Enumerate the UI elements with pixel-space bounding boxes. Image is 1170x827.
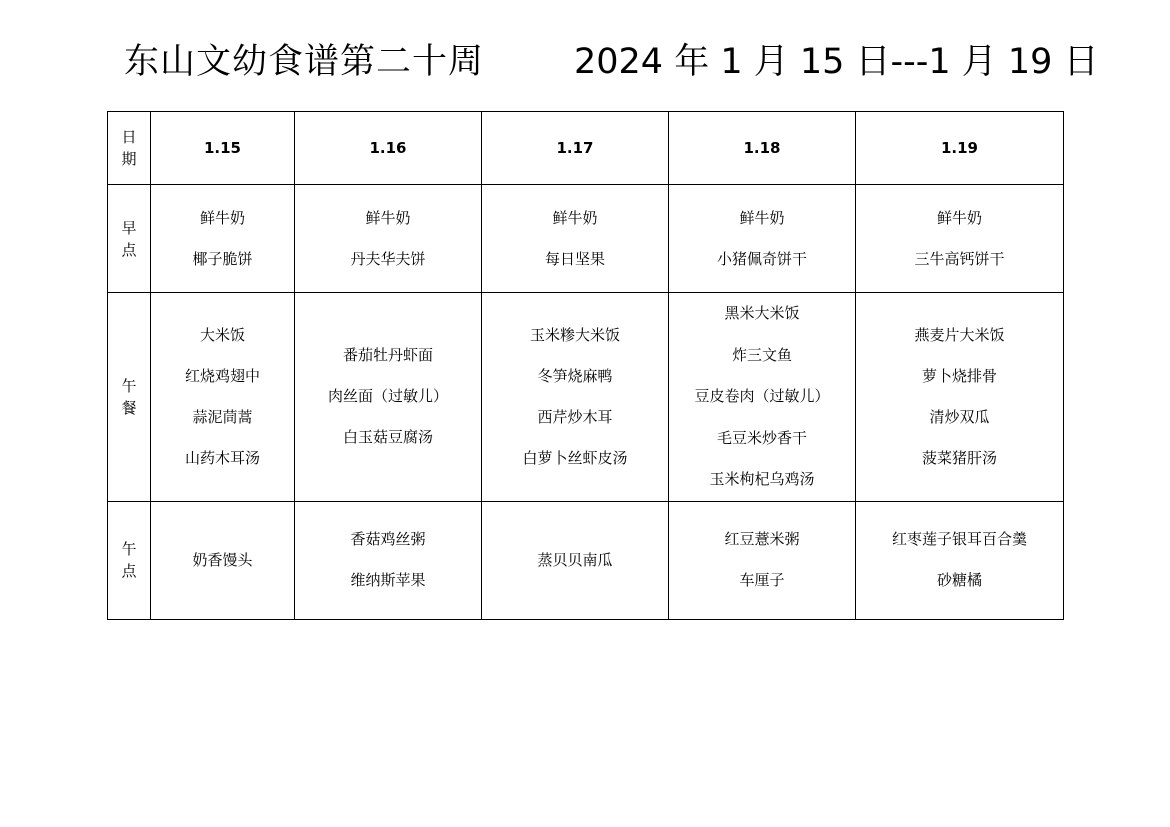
dish-item: 蒸贝贝南瓜 [537,550,613,569]
row-header-breakfast [108,185,151,293]
dish-item: 奶香馒头 [192,550,253,569]
page-header [0,32,1170,82]
snack-cell [295,501,482,619]
lunch-cell [151,293,295,502]
date-cell: 1.17 [482,112,669,185]
dish-item: 鲜牛奶 [552,208,598,227]
row-header-snack [108,501,151,619]
dish-item: 黑米大米饭 [724,304,800,322]
lunch-cell [482,293,669,502]
breakfast-row [108,185,1064,293]
menu-table [107,111,1064,620]
snack-row [108,501,1064,619]
dish-item: 鲜牛奶 [199,208,245,227]
dish-item: 大米饭 [199,325,245,344]
row-header-lunch-text: 午 餐 [121,376,137,417]
dish-item: 车厘子 [739,571,785,589]
dish-item: 番茄牡丹虾面 [342,346,433,365]
dish-item: 丹夫华夫饼 [350,249,426,268]
dish-item: 蒜泥茼蒿 [192,407,253,426]
dish-item: 红豆薏米粥 [724,530,800,548]
dish-item: 小猪佩奇饼干 [716,249,807,268]
dish-item: 炸三文鱼 [731,345,792,364]
breakfast-cell [669,185,856,293]
dish-item: 毛豆米炒香干 [716,428,807,447]
dish-item: 香菇鸡丝粥 [350,530,426,548]
dish-item: 豆皮卷肉（过敏儿） [694,387,830,405]
date-range: 2024 年 1 月 15 日---1 月 19 日 [574,42,1099,82]
date-row [108,112,1064,185]
dish-item: 椰子脆饼 [192,249,253,268]
date-cell: 1.18 [669,112,856,185]
dish-item: 红烧鸡翅中 [184,366,260,385]
row-header-snack-text: 午 点 [121,540,137,580]
lunch-row [108,293,1064,502]
row-header-breakfast-text: 早 点 [121,218,137,259]
dish-item: 红枣莲子银耳百合羹 [891,530,1027,548]
snack-cell [856,501,1064,619]
dish-item: 玉米枸杞乌鸡汤 [709,470,815,488]
dish-item: 鲜牛奶 [365,208,411,227]
dish-item: 鲜牛奶 [936,208,982,227]
date-cell: 1.16 [295,112,482,185]
breakfast-cell [856,185,1064,293]
dish-item: 清炒双瓜 [929,407,990,426]
lunch-cell [856,293,1064,502]
snack-cell [482,501,669,619]
date-cell: 1.15 [151,112,295,185]
dish-item: 玉米糁大米饭 [529,325,620,344]
breakfast-cell [482,185,669,293]
date-cell: 1.19 [856,112,1064,185]
dish-item: 鲜牛奶 [739,208,785,227]
page-title: 东山文幼食谱第二十周 [124,42,485,82]
row-header-lunch [108,293,151,502]
row-header-date-text: 日 期 [121,128,137,168]
dish-item: 砂糖橘 [936,571,982,589]
snack-cell [151,501,295,619]
breakfast-cell [151,185,295,293]
breakfast-cell [295,185,482,293]
dish-item: 山药木耳汤 [184,448,260,467]
dish-item: 每日坚果 [544,249,605,268]
dish-item: 西芹炒木耳 [537,407,613,426]
snack-cell [669,501,856,619]
dish-item: 燕麦片大米饭 [914,325,1005,344]
dish-item: 菠菜猪肝汤 [921,448,997,467]
dish-item: 白萝卜丝虾皮汤 [522,448,628,467]
dish-item: 肉丝面（过敏儿） [327,387,448,406]
dish-item: 维纳斯苹果 [350,571,426,589]
dish-item: 三牛高钙饼干 [914,249,1005,268]
lunch-cell [295,293,482,502]
dish-item: 萝卜烧排骨 [921,366,997,385]
lunch-cell [669,293,856,502]
dish-item: 冬笋烧麻鸭 [537,366,613,385]
row-header-date [108,112,151,185]
dish-item: 白玉菇豆腐汤 [342,428,433,447]
